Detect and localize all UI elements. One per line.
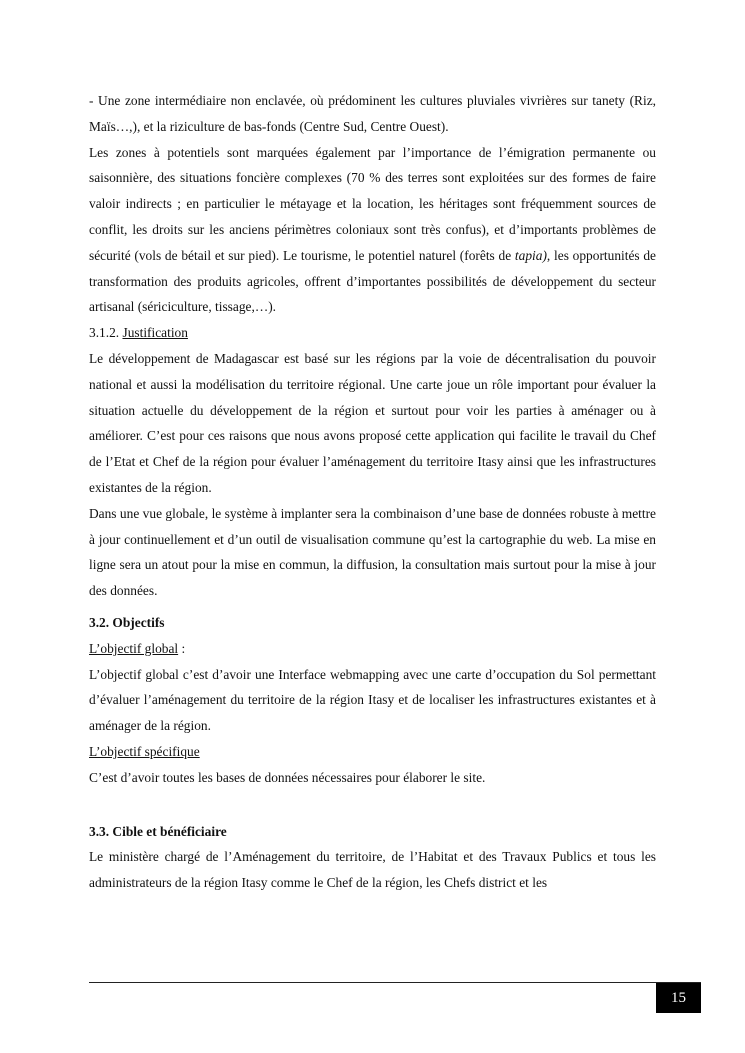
subsection-title: Justification: [122, 325, 188, 341]
paragraph-objectif-global: L’objectif global c’est d’avoir une Interface webmapping avec une carte d’occupation du Sol permettant d’évaluer l’aménagement du territoire de la région Itasy et de localiser les infrastructures existantes et à aménager de la région.: [89, 666, 656, 734]
paragraph-text: , les opportunités de transformation des produits agricoles, offrent d’importantes possibilités de développement du secteur artisanal (sériciculture, tissage,…).: [89, 247, 657, 315]
label-colon: :: [178, 640, 186, 656]
paragraph-objectif-specifique: C’est d’avoir toutes les bases de données nécessaires pour élaborer le site.: [89, 769, 486, 785]
subsection-justification-heading: [89, 320, 656, 346]
objectif-global-label: [89, 636, 656, 662]
objectif-specifique-label: [89, 739, 656, 765]
paragraph-zones-potentiels: [89, 140, 656, 321]
subsection-number: 3.1.2.: [89, 325, 123, 341]
paragraph-justification: Le développement de Madagascar est basé sur les régions par la voie de décentralisation du pouvoir national et aussi la modélisation du territoire régional. Une carte joue un rôle important pour évaluer la situation actuelle du développement de la région et surtout pour voir les parties à aménager ou à améliorer. C’est pour ces raisons que nous avons proposé cette application qui facilite le travail du Chef de l’Etat et Chef de la région pour évaluer l’aménagement du territoire Itasy ainsi que les infrastructures existantes de la région.: [89, 350, 656, 495]
objectif-specifique-title: L’objectif spécifique: [89, 743, 200, 759]
page-number: 15: [656, 983, 701, 1013]
italic-term: tapia): [514, 247, 547, 263]
paragraph-text: Les zones à potentiels sont marquées également par l’importance de l’émigration permanente ou saisonnière, des situations foncière complexes (70 % des terres sont exploitées sur des formes de faire valoir indirects ; en particulier le métayage et la location, les héritages sont fréquemment sources de conflit, les droits sur les anciens périmètres coloniaux sont très confus), et d’importants problèmes de sécurité (vols de bétail et sur pied). Le tourisme, le potentiel naturel (forêts de: [89, 144, 656, 263]
paragraph-zone-intermediaire: - Une zone intermédiaire non enclavée, où prédominent les cultures pluviales vivrières sur tanety (Riz, Maïs…,), et la riziculture de bas-fonds (Centre Sud, Centre Ouest).: [89, 93, 656, 134]
section-objectifs-heading: 3.2. Objectifs: [89, 614, 165, 630]
footer-divider: [89, 982, 701, 983]
document-body: [89, 88, 656, 896]
paragraph-cible: Le ministère chargé de l’Aménagement du territoire, de l’Habitat et des Travaux Publics et tous les administrateurs de la région Itasy comme le Chef de la région, les Chefs district et les: [89, 849, 656, 891]
section-cible-heading: 3.3. Cible et bénéficiaire: [89, 823, 227, 839]
paragraph-vue-globale: Dans une vue globale, le système à implanter sera la combinaison d’une base de données robuste à mettre à jour continuellement et d’un outil de visualisation commune qu’est la cartographie du web. La mise en ligne sera un atout pour la mise en commun, la diffusion, la consultation mais surtout pour la mise à jour des données.: [89, 505, 656, 599]
objectif-global-title: L’objectif global: [89, 640, 179, 656]
